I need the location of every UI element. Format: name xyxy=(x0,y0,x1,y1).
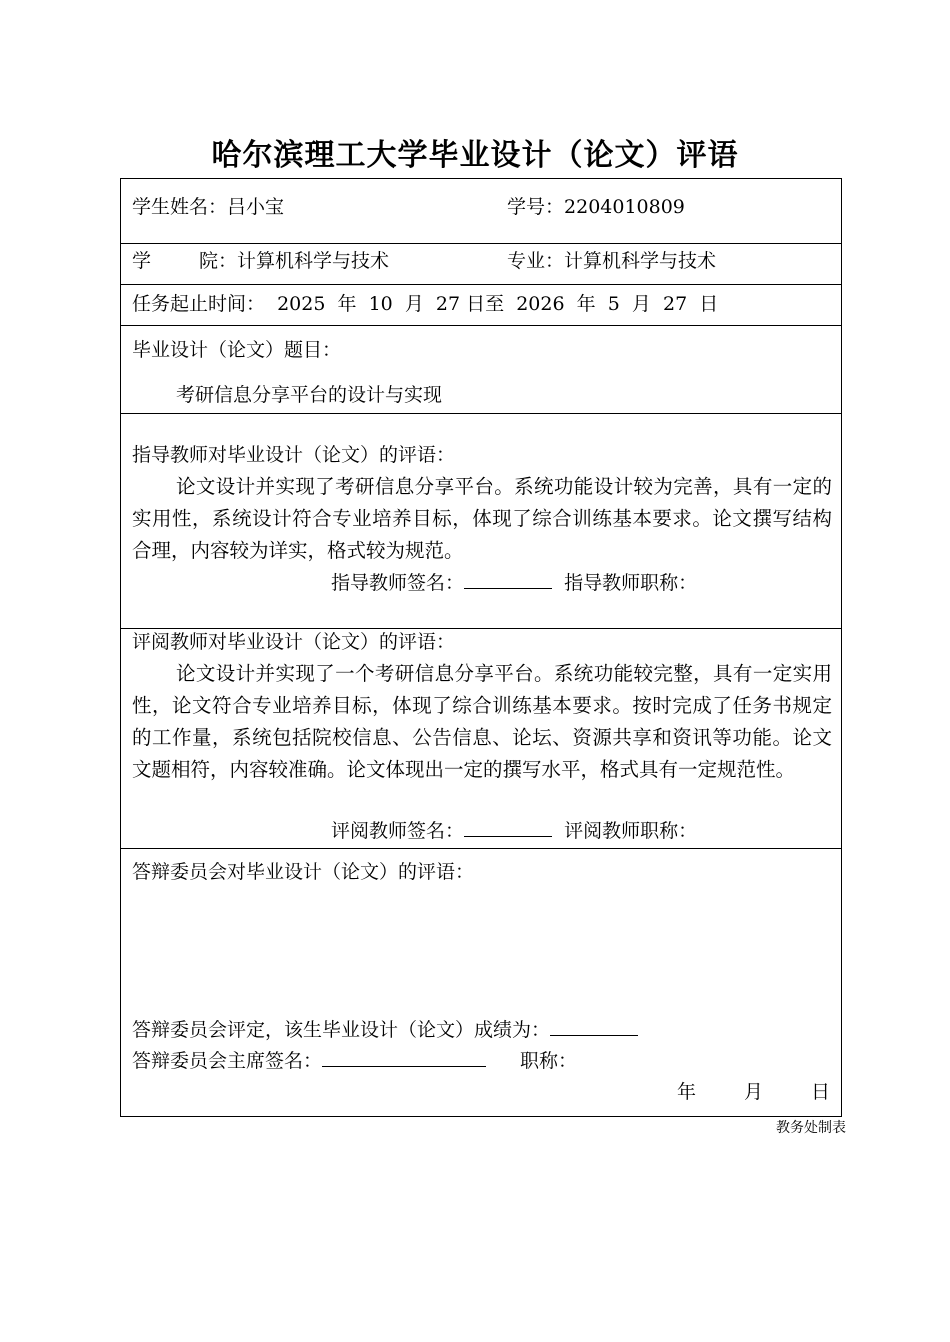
committee-chair-label: 答辩委员会主席签名： xyxy=(132,1050,323,1072)
date-month: 月 xyxy=(744,1081,764,1103)
student-id-label: 学号： xyxy=(507,196,565,218)
advisor-comment-label: 指导教师对毕业设计（论文）的评语： xyxy=(132,444,456,466)
student-id-field xyxy=(507,191,685,223)
committee-comment-label: 答辩委员会对毕业设计（论文）的评语： xyxy=(132,861,475,883)
page-title: 哈尔滨理工大学毕业设计（论文）评语 xyxy=(211,138,739,173)
college-value: 计算机科学与技术 xyxy=(237,250,390,272)
student-name-label: 学生姓名： xyxy=(132,196,228,218)
student-id-value: 2204010809 xyxy=(564,196,685,218)
committee-grade-line xyxy=(132,1014,644,1046)
evaluation-form xyxy=(120,178,842,1117)
grade-blank[interactable] xyxy=(550,1017,638,1036)
date-day: 日 xyxy=(811,1081,831,1103)
advisor-sign-label: 指导教师签名： xyxy=(331,572,465,594)
committee-row xyxy=(121,849,841,1117)
footnote: 教务处制表 xyxy=(776,1120,846,1136)
advisor-signature-line xyxy=(331,567,697,599)
reviewer-title-label: 评阅教师职称： xyxy=(564,820,698,842)
period-row xyxy=(121,285,841,326)
committee-chair-line xyxy=(132,1045,577,1077)
major-field xyxy=(507,245,716,277)
advisor-sign-blank[interactable] xyxy=(464,570,552,589)
chair-sign-blank[interactable] xyxy=(322,1048,486,1067)
college-label-left: 学 xyxy=(132,250,152,272)
reviewer-comment: 论文设计并实现了一个考研信息分享平台。系统功能较完整，具有一定实用性，论文符合专业培养目标，体现了综合训练基本要求。按时完成了任务书规定的工作量，系统包括院校信息、公告信息、论坛、资源共享和资讯等功能。论文文题相符，内容较准确。论文体现出一定的撰写水平，格式具有一定规范性。 xyxy=(132,662,832,781)
date-year: 年 xyxy=(677,1081,697,1103)
chair-title-label: 职称： xyxy=(520,1050,578,1072)
student-name-field xyxy=(132,191,284,223)
thesis-topic: 考研信息分享平台的设计与实现 xyxy=(176,384,443,406)
student-name-value: 吕小宝 xyxy=(227,196,285,218)
student-row xyxy=(121,179,841,244)
committee-grade-label: 答辩委员会评定，该生毕业设计（论文）成绩为： xyxy=(132,1019,551,1041)
task-period: 任务起止时间： 2025 年 10 月 27 日至 2026 年 5 月 27 日 xyxy=(132,293,719,315)
thesis-title-label: 毕业设计（论文）题目： xyxy=(132,339,342,361)
college-field xyxy=(199,245,389,277)
reviewer-signature-line xyxy=(331,815,697,847)
college-label-right: 院： xyxy=(199,250,238,272)
reviewer-comment-label: 评阅教师对毕业设计（论文）的评语： xyxy=(132,631,456,653)
reviewer-sign-label: 评阅教师签名： xyxy=(331,820,465,842)
reviewer-row xyxy=(121,629,841,849)
major-value: 计算机科学与技术 xyxy=(564,250,717,272)
advisor-row xyxy=(121,414,841,629)
advisor-title-label: 指导教师职称： xyxy=(564,572,698,594)
college-row xyxy=(121,244,841,285)
advisor-comment: 论文设计并实现了考研信息分享平台。系统功能设计较为完善，具有一定的实用性，系统设计符合专业培养目标，体现了综合训练基本要求。论文撰写结构合理，内容较为详实，格式较为规范。 xyxy=(132,475,832,562)
thesis-row xyxy=(121,326,841,414)
reviewer-sign-blank[interactable] xyxy=(464,818,552,837)
major-label: 专业： xyxy=(507,250,565,272)
